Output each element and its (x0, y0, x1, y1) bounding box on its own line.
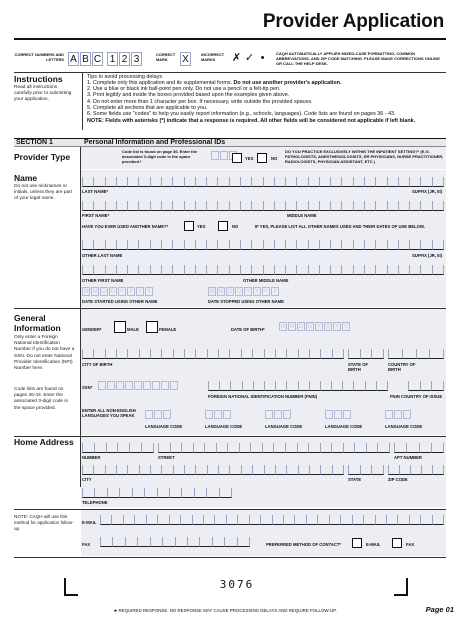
instruction-item: 6. Some fields use "codes" to help you easily report information (e.g., schools, languages). Code lists are found on pages 36 - 43. (87, 111, 396, 118)
language-code-5[interactable] (385, 410, 412, 419)
state-of-birth-label: STATE OF BIRTH (348, 362, 369, 372)
ssn-label: SSN* (82, 385, 93, 390)
instructions-side-text: Read all instructions carefully prior to submitting your application. (14, 85, 72, 103)
incorrect-mark: ✗ (231, 52, 242, 64)
preferred-contact-label: PREFERRED METHOD OF CONTACT* (266, 542, 342, 547)
caqh-formatting-note: CAQH AUTOMATICALLY APPLIES MIXED-CASE FORMATTING, COMMON ABBREVIATIONS, AND ZIP CODE MATCHING. PLEASE MAKE CORRECTIONS ONLINE OR CALL THE HELP DESK. (276, 51, 440, 67)
language-code-label: LANGUAGE CODE (205, 424, 243, 429)
other-last-name-label: OTHER LAST NAME (82, 253, 123, 258)
date-stopped-label: DATE STOPPED USING OTHER NAME (208, 299, 284, 304)
address-city-field[interactable] (82, 465, 344, 475)
apt-label: APT NUMBER (394, 455, 422, 460)
page-number: Page 01 (425, 605, 454, 614)
other-name-yes-checkbox[interactable] (184, 221, 194, 231)
instruction-item: 5. Complete all sections that are applicable to you. (87, 104, 208, 111)
instruction-item: 1. Complete only this application and its supplemental forms. Do not use another provider's application. (87, 80, 342, 86)
correct-mark-box: X (180, 52, 191, 66)
other-last-name-field[interactable] (82, 240, 444, 250)
city-of-birth-label: CITY OF BIRTH (82, 362, 113, 367)
state-label: STATE (348, 477, 362, 482)
preferred-fax-checkbox[interactable] (392, 538, 402, 548)
name-side-text: Do not use nicknames or initials, unless they are part of your legal name. (14, 184, 73, 202)
country-of-birth-field[interactable] (388, 349, 444, 359)
page-title: Provider Application (262, 11, 444, 32)
incorrect-marks (230, 51, 269, 67)
number-label: NUMBER (82, 455, 101, 460)
instructions-list (87, 80, 442, 126)
other-name-no-label: NO (232, 224, 239, 229)
date-started-label: DATE STARTED USING OTHER NAME (82, 299, 158, 304)
sample-letter: B (80, 52, 91, 66)
form-code: 3076 (219, 578, 255, 591)
dob-label: DATE OF BIRTH* (231, 327, 265, 332)
instructions-heading: Instructions (14, 74, 63, 84)
other-middle-name-label: OTHER MIDDLE NAME (243, 278, 289, 283)
inpatient-question: DO YOU PRACTICE EXCLUSIVELY WITHIN THE INPATIENT SETTING?* (E.G. PATHOLOGISTS, ANESTHESIOLOGISTS, ER PHYSICIANS, NURSE PRACTITIONER, RADIOLOGISTS, PHYSICIAN ASSISTANT, ETC.) (285, 149, 444, 164)
male-checkbox[interactable] (114, 321, 126, 333)
fnin-country-label: FNIN COUNTRY OF ISSUE (390, 394, 443, 399)
general-side-text-1: Only enter a Foreign National Identification Number if you do not have a SSN. Do not enter National Provider Identification (NPI) Number here. (14, 335, 75, 372)
email-field[interactable] (100, 515, 444, 525)
email-label: E-MAIL (82, 520, 97, 525)
suffix-label: SUFFIX (JR, III) (412, 189, 443, 194)
country-of-birth-label: COUNTRY OF BIRTH (388, 362, 416, 372)
preferred-email-checkbox[interactable] (352, 538, 362, 548)
sample-strip (14, 50, 446, 70)
inpatient-no-checkbox[interactable] (257, 153, 267, 163)
date-started-field[interactable]: M M D D Y Y Y Y (83, 289, 151, 295)
language-code-label: LANGUAGE CODE (325, 424, 363, 429)
street-label: STREET (158, 455, 175, 460)
instruction-item: 4. Do not enter more than 1 character per box. If necessary, write outside the provided spaces. (87, 98, 313, 105)
sample-digit: 3 (131, 52, 142, 66)
telephone-field[interactable] (82, 488, 232, 498)
zip-label: ZIP CODE (388, 477, 408, 482)
languages-label: ENTER ALL NON-ENGLISH LANGUAGES YOU SPEAK (82, 408, 136, 418)
sample-letter: A (68, 52, 79, 66)
female-label: FEMALE (159, 327, 177, 332)
section-1-title: Personal Information and Professional IDs (84, 139, 226, 146)
fnin-country-field[interactable] (408, 381, 444, 391)
last-name-label: LAST NAME* (82, 189, 109, 194)
provider-code-note: Code list is found on page 36. Enter the associated 3-digit code in the space provided.* (122, 149, 198, 164)
sample-letter: C (93, 54, 102, 65)
last-name-field[interactable] (82, 177, 444, 187)
fnin-field[interactable] (208, 381, 388, 391)
other-name-no-checkbox[interactable] (218, 221, 228, 231)
other-name-yes-label: YES (197, 224, 206, 229)
fnin-label: FOREIGN NATIONAL IDENTIFICATION NUMBER (FNIN) (208, 394, 318, 399)
name-heading: Name (14, 173, 38, 183)
language-code-label: LANGUAGE CODE (385, 424, 423, 429)
dob-field[interactable]: M M D D Y Y Y Y (280, 324, 348, 330)
instructions-intro: Tips to avoid processing delays (87, 74, 163, 80)
fax-field[interactable] (100, 537, 250, 547)
address-zip-field[interactable] (388, 465, 444, 475)
inpatient-no-label: NO (271, 156, 278, 161)
address-number-field[interactable] (82, 443, 154, 453)
correct-letters-label: CORRECT NUMBERS AND LETTERS (14, 52, 64, 62)
language-code-4[interactable] (325, 410, 352, 419)
instruction-item: 2. Use a blue or black ink ball-point pen only. Do not use a pencil or a felt-tip pen. (87, 86, 281, 93)
male-label: MALE (127, 327, 139, 332)
fax-label: FAX (82, 542, 91, 547)
first-name-field[interactable] (82, 201, 444, 211)
instructions-note: NOTE: Fields with asterisks (*) indicate that a response is required. All other fields will be considered not applicable if left blank. (87, 118, 416, 125)
provider-type-heading: Provider Type (14, 152, 71, 162)
language-code-label: LANGUAGE CODE (145, 424, 183, 429)
language-code-1[interactable] (145, 410, 172, 419)
address-state-field[interactable] (348, 465, 384, 475)
address-street-field[interactable] (158, 443, 390, 453)
other-name-instruction: IF YES, PLEASE LIST ALL OTHER NAMES USED AND THEIR DATES OF USE BELOW. (255, 224, 425, 229)
language-code-3[interactable] (265, 410, 292, 419)
general-heading: General Information (14, 313, 61, 333)
sample-digit: 2 (119, 52, 130, 66)
required-response-note: ★ REQUIRED RESPONSE. NO RESPONSE MAY CAUSE PROCESSING DELAYS AND REQUIRE FOLLOW-UP. (113, 608, 337, 613)
date-stopped-field[interactable]: M M D D Y Y Y Y (209, 289, 277, 295)
contact-rule (14, 557, 446, 558)
other-first-name-field[interactable] (82, 265, 444, 275)
middle-name-label: MIDDLE NAME (287, 213, 317, 218)
first-name-label: FIRST NAME* (82, 213, 110, 218)
preferred-fax-label: FAX (406, 542, 415, 547)
title-rule (14, 38, 446, 40)
inpatient-yes-checkbox[interactable] (232, 153, 242, 163)
sample-letter-boxes (68, 52, 142, 66)
incorrect-marks-label: INCORRECT MARKS (201, 52, 225, 62)
home-address-heading: Home Address (14, 437, 74, 447)
other-first-name-label: OTHER FIRST NAME (82, 278, 124, 283)
provider-code-cell[interactable] (220, 151, 228, 160)
city-of-birth-field[interactable] (82, 349, 344, 359)
instructions-box (82, 72, 446, 130)
incorrect-mark: ✓ (244, 52, 255, 64)
correct-mark-label: CORRECT MARK (156, 52, 176, 62)
instruction-item: 3. Print legibly and inside the boxes provided based upon the examples given above. (87, 92, 290, 99)
state-of-birth-field[interactable] (348, 349, 384, 359)
city-label: CITY (82, 477, 92, 482)
section-1-bar (14, 138, 446, 147)
language-code-2[interactable] (205, 410, 232, 419)
sample-digit: 1 (107, 52, 118, 66)
section-1-label: SECTION 1 (16, 139, 53, 146)
other-name-question: HAVE YOU EVER USED ANOTHER NAME?* (82, 224, 169, 229)
gender-label: GENDER* (82, 327, 102, 332)
contact-note: NOTE: CAQH will use this method for application follow-up. (14, 514, 74, 531)
female-checkbox[interactable] (146, 321, 158, 333)
inpatient-yes-label: YES (245, 156, 254, 161)
language-code-label: LANGUAGE CODE (265, 424, 303, 429)
address-apt-field[interactable] (394, 443, 444, 453)
other-suffix-label: SUFFIX (JR, III) (412, 253, 443, 258)
general-side-text-2: Code lists are found on pages 36-43. Enter the associated 3-digit code in the space provided. (14, 387, 69, 411)
preferred-email-label: E-MAIL (366, 542, 381, 547)
incorrect-mark: • (260, 52, 265, 64)
ssn-field[interactable] (98, 381, 179, 390)
telephone-label: TELEPHONE (82, 500, 108, 505)
provider-code-cell[interactable] (211, 151, 219, 160)
